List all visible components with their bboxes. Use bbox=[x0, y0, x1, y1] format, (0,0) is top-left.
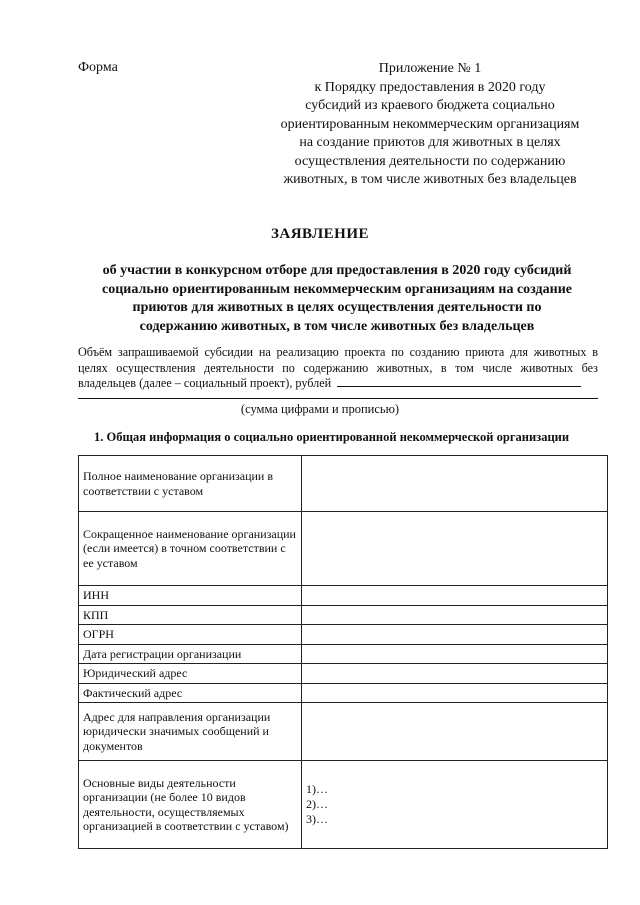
appendix-line: ориентированным некоммерческим организациям bbox=[280, 116, 580, 132]
intro-line: целях осуществления деятельности по содержанию животных, в том числе животных без bbox=[78, 360, 598, 375]
form-label: Форма bbox=[78, 60, 118, 75]
row-label: КПП bbox=[79, 605, 302, 625]
row-value-field[interactable] bbox=[302, 683, 608, 703]
row-value-field[interactable] bbox=[302, 456, 608, 512]
table-row bbox=[79, 703, 608, 761]
subsidy-amount-field[interactable] bbox=[337, 376, 581, 387]
row-label: Фактический адрес bbox=[79, 683, 302, 703]
appendix-block bbox=[262, 60, 598, 190]
table-row bbox=[79, 605, 608, 625]
amount-hint: (сумма цифрами и прописью) bbox=[240, 402, 400, 416]
row-label: Полное наименование организации в соответствии с уставом bbox=[79, 456, 302, 512]
subsidy-amount-field-continued[interactable] bbox=[78, 398, 598, 399]
row-value-field[interactable] bbox=[302, 703, 608, 761]
row-label: Дата регистрации организации bbox=[79, 644, 302, 664]
table-row bbox=[79, 644, 608, 664]
intro-line-last bbox=[78, 376, 598, 392]
subtitle-line: содержанию животных, в том числе животных без владельцев bbox=[139, 318, 535, 334]
row-value-field[interactable] bbox=[302, 664, 608, 684]
row-label: Адрес для направления организации юридически значимых сообщений и документов bbox=[79, 703, 302, 761]
subtitle-line: социально ориентированным некоммерческим организациям на создание bbox=[102, 281, 572, 297]
appendix-line: на создание приютов для животных в целях bbox=[299, 135, 561, 150]
intro-line: владельцев (далее – социальный проект), рублей bbox=[78, 376, 332, 390]
row-value-field[interactable] bbox=[302, 586, 608, 606]
organization-info-table bbox=[78, 455, 608, 849]
document-subtitle bbox=[74, 262, 600, 336]
row-label: Сокращенное наименование организации (если имеется) в точном соответствии с ее уставом bbox=[79, 512, 302, 586]
subtitle-line: об участии в конкурсном отборе для предоставления в 2020 году субсидий bbox=[102, 263, 572, 278]
appendix-line: к Порядку предоставления в 2020 году bbox=[314, 79, 546, 95]
row-label: Основные виды деятельности организации (не более 10 видов деятельности, осуществляемых организацией в соответствии с уставом) bbox=[79, 761, 302, 849]
row-label: ОГРН bbox=[79, 625, 302, 645]
row-value-field[interactable] bbox=[302, 625, 608, 645]
subtitle-line: приютов для животных в целях осуществления деятельности по bbox=[132, 300, 542, 315]
section-1-title: 1. Общая информация о социально ориентированной некоммерческой организации bbox=[94, 430, 570, 444]
activities-list-field[interactable] bbox=[302, 761, 608, 849]
list-item: 3)… bbox=[306, 812, 328, 826]
row-value-field[interactable] bbox=[302, 605, 608, 625]
subsidy-amount-paragraph bbox=[78, 345, 598, 392]
row-value-field[interactable] bbox=[302, 512, 608, 586]
row-label: ИНН bbox=[79, 586, 302, 606]
appendix-line: Приложение № 1 bbox=[378, 61, 482, 76]
appendix-line: осуществления деятельности по содержанию bbox=[294, 153, 566, 169]
row-label: Юридический адрес bbox=[79, 664, 302, 684]
table-row bbox=[79, 625, 608, 645]
document-title: ЗАЯВЛЕНИЕ bbox=[270, 226, 370, 242]
list-item: 1)… bbox=[306, 782, 328, 796]
appendix-line: животных, в том числе животных без владельцев bbox=[283, 172, 577, 187]
row-value-field[interactable] bbox=[302, 644, 608, 664]
table-row bbox=[79, 761, 608, 849]
table-row bbox=[79, 456, 608, 512]
table-row bbox=[79, 586, 608, 606]
table-row bbox=[79, 683, 608, 703]
intro-line: Объём запрашиваемой субсидии на реализацию проекта по созданию приюта для животных в bbox=[78, 345, 598, 359]
table-row bbox=[79, 512, 608, 586]
list-item: 2)… bbox=[306, 797, 328, 811]
appendix-line: субсидий из краевого бюджета социально bbox=[305, 98, 555, 113]
table-row bbox=[79, 664, 608, 684]
